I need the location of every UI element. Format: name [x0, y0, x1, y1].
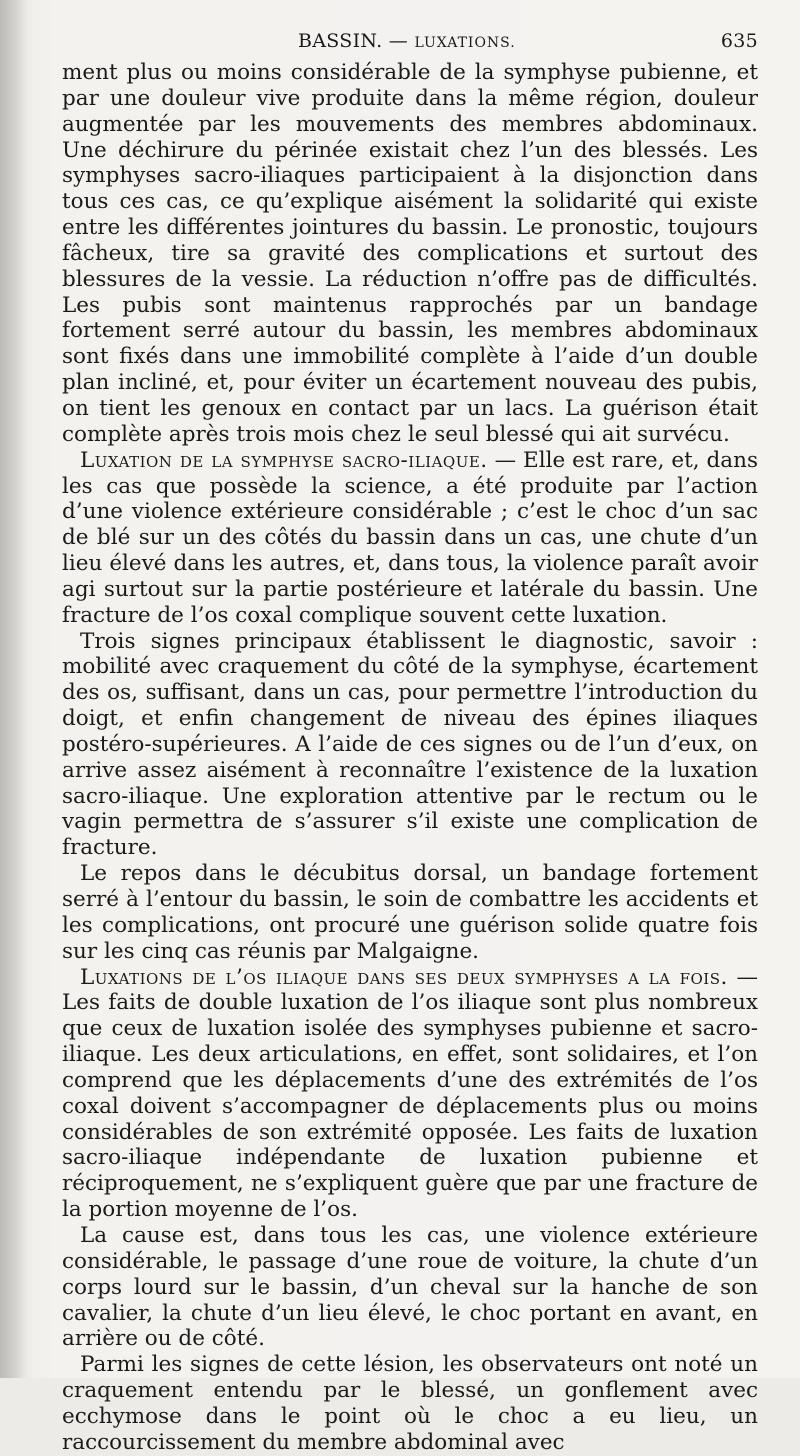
page-number: 635 — [720, 30, 758, 52]
paragraph-text: — Les faits de double luxation de l’os iliaque sont plus nombreux que ceux de luxation isolée des symphyses pubienne et sacro-iliaque. Les deux articulations, en effet, sont solidaires, et l’on comprend que les déplacements d’une des extrémités de l’os coxal doivent s’accompagner de déplacements plus ou moins considérables de son extrémité opposée. Les faits de luxation sacro-iliaque indépendante de luxation pubienne et réciproquement, ne s’expliquent guère que par une fracture de la portion moyenne de l’os. — [62, 964, 758, 1223]
paragraph-text: Le repos dans le décubitus dorsal, un bandage fortement serré à l’entour du bassin, le soin de combattre les accidents et les complications, ont procuré une guérison solide quatre fois sur les cinq cas réunis par Malgaigne. — [62, 861, 758, 964]
running-title-dash: — — [388, 30, 409, 52]
gutter-shadow — [0, 0, 26, 1378]
body-text — [62, 60, 758, 1456]
paragraph-signs — [62, 1352, 758, 1455]
running-head — [62, 28, 758, 60]
paragraph-sacro-iliac-luxation — [62, 448, 758, 629]
paragraph-text: Trois signes principaux établissent le diagnostic, savoir : mobilité avec craquement du côté de la symphyse, écartement des os, suffisant, dans un cas, pour permettre l’introduction du doigt, et enfin changement de niveau des épines iliaques postéro-supérieures. A l’aide de ces signes ou de l’un d’eux, on arrive assez aisément à reconnaître l’existence de la luxation sacro-iliaque. Une exploration attentive par le rectum ou le vagin permettra de s’assurer s’il existe une complication de fracture. — [62, 628, 758, 861]
paragraph-cause — [62, 1223, 758, 1352]
section-heading: Luxation de la symphyse sacro-iliaque. — [80, 447, 488, 473]
paragraph-continuation — [62, 60, 758, 448]
paragraph-diagnosis — [62, 629, 758, 862]
section-heading: Luxations de l’os iliaque dans ses deux symphyses a la fois. — [80, 964, 728, 990]
running-title-sub: LUXATIONS. — [414, 35, 516, 51]
paragraph-double-luxation — [62, 965, 758, 1223]
paragraph-treatment — [62, 861, 758, 964]
running-title-main: BASSIN. — [298, 30, 383, 52]
running-title — [298, 30, 516, 52]
paragraph-text: — Elle est rare, et, dans les cas que possède la science, a été produite par l’action d’une violence extérieure considérable ; c’est le choc d’un sac de blé sur un des côtés du bassin dans un cas, une chute d’un lieu élevé dans les autres, et, dans tous, la violence paraît avoir agi surtout sur la partie postérieure et latérale du bassin. Une fracture de l’os coxal complique souvent cette luxation. — [62, 447, 758, 628]
paragraph-text: La cause est, dans tous les cas, une violence extérieure considérable, le passage d’une roue de voiture, la chute d’un corps lourd sur le bassin, d’un cheval sur la hanche de son cavalier, la chute d’un lieu élevé, le choc portant en avant, en arrière ou de côté. — [62, 1222, 758, 1352]
paragraph-text: Parmi les signes de cette lésion, les observateurs ont noté un craquement entendu par le blessé, un gonflement avec ecchymose dans le point où le choc a eu lieu, un raccourcissement du membre abdominal avec — [62, 1352, 758, 1455]
paragraph-text: ment plus ou moins considérable de la symphyse pubienne, et par une douleur vive produite dans la même région, douleur augmentée par les mouvements des membres abdominaux. Une déchirure du périnée existait chez l’un des blessés. Les symphyses sacro-iliaques participaient à la disjonction dans tous ces cas, ce qu’explique aisément la solidarité qui existe entre les différentes jointures du bassin. Le pronostic, toujours fâcheux, tire sa gravité des complications et surtout des blessures de la vessie. La réduction n’offre pas de difficultés. Les pubis sont maintenus rapprochés par un bandage fortement serré autour du bassin, les membres abdominaux sont fixés dans une immobilité complète à l’aide d’un double plan incliné, et, pour éviter un écartement nouveau des pubis, on tient les genoux en contact par un lacs. La guérison était complète après trois mois chez le seul blessé qui ait survécu. — [62, 60, 758, 447]
